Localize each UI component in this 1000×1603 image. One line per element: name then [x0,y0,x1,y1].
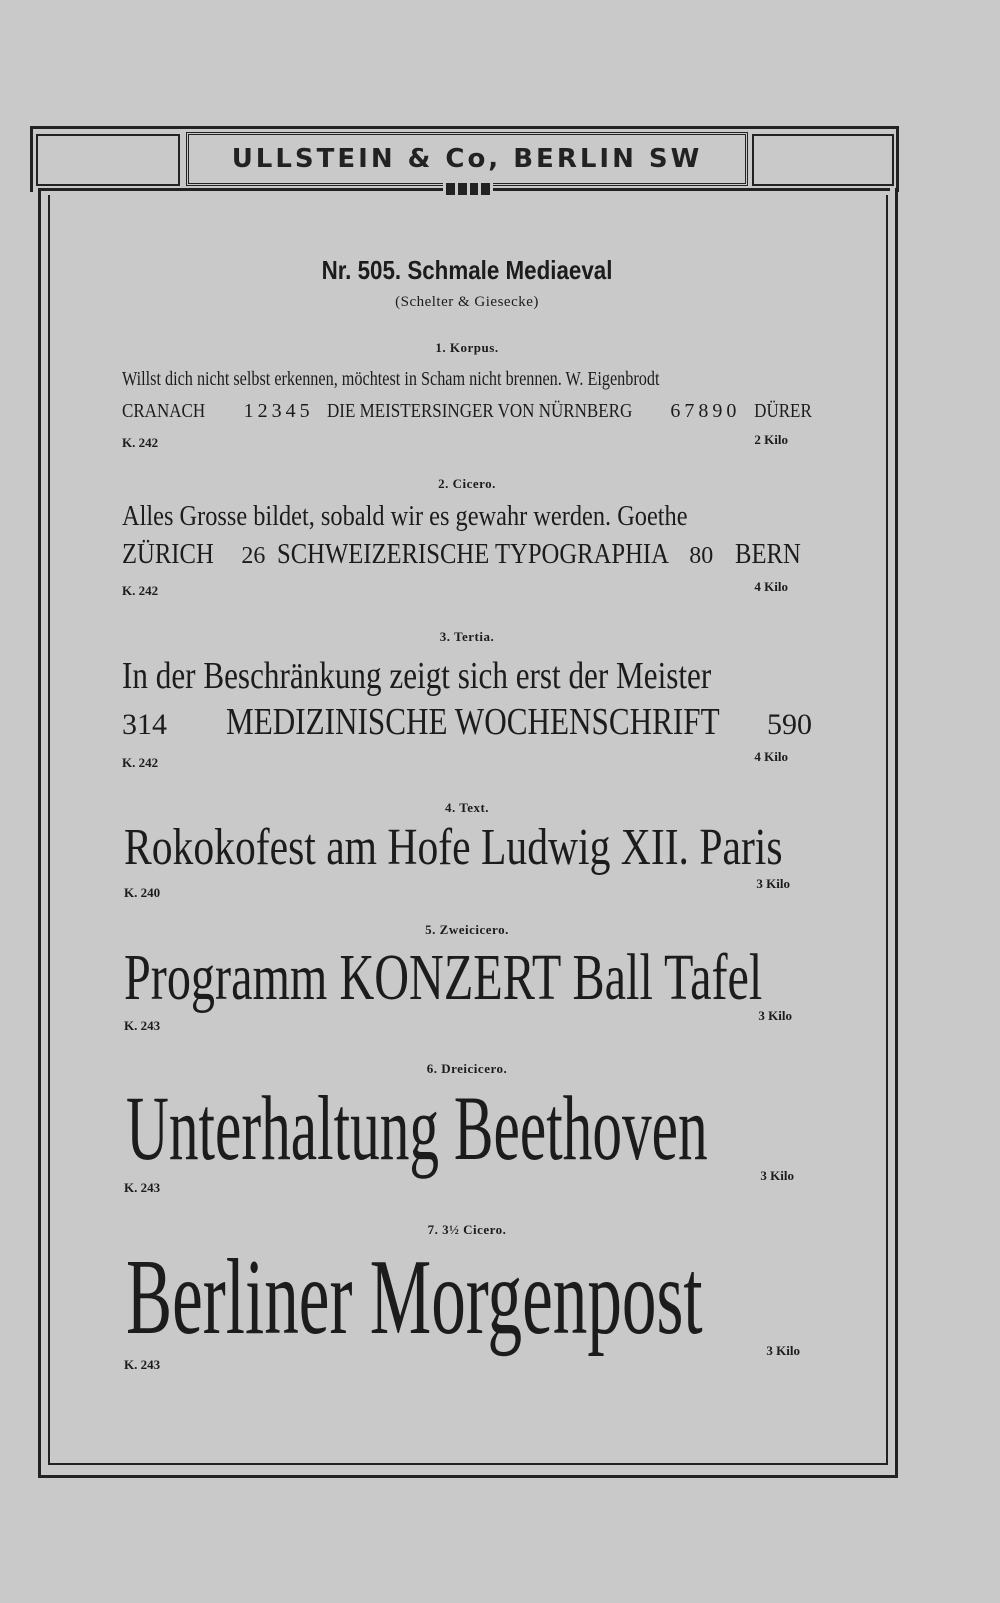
specimen-text: Programm KONZERT Ball Tafel [124,941,763,1014]
specimen-word: SCHWEIZERISCHE TYPOGRAPHIA [276,538,669,570]
specimen-word: DIE MEISTERSINGER VON NÜRNBERG [327,400,633,422]
header-cell-left [36,134,180,186]
size-label-7: 7. 3½ Cicero. [427,1222,507,1237]
specimen-digits: 12345 [243,400,314,422]
header-cell-right [752,134,894,186]
size-label-5: 5. Zweicicero. [425,922,509,937]
type-weight: 3 Kilo [756,876,790,891]
size-label-4: 4. Text. [444,800,490,815]
size-label-6: 6. Dreicicero. [426,1061,508,1076]
specimen-word: DÜRER [754,400,812,422]
specimen-digits: 26 [241,543,266,569]
type-weight: 3 Kilo [760,1168,794,1183]
specimen-digits: 67890 [670,400,741,422]
type-code: K. 242 [122,583,159,598]
specimen-text: In der Beschränkung zeigt sich erst der Meister [122,655,712,697]
page-title: Nr. 505. Schmale Mediaeval [321,255,613,285]
type-code: K. 243 [124,1018,161,1033]
size-label-1: 1. Korpus. [435,340,499,355]
specimen-text: Willst dich nicht selbst erkennen, möchtest in Scham nicht brennen. W. Eigenbrodt [122,368,660,390]
type-weight: 4 Kilo [754,749,788,764]
specimen-word: BERN [734,538,801,570]
type-code: K. 243 [124,1357,161,1372]
specimen-digits: 314 [122,708,167,741]
type-code: K. 242 [122,755,159,770]
specimen-line-1a [122,368,812,391]
specimen-line-5 [124,940,814,1016]
specimen-word: ZÜRICH [122,538,214,570]
type-code: K. 242 [122,435,159,450]
type-code: K. 240 [124,885,161,900]
specimen-line-6 [126,1075,816,1181]
specimen-digits: 590 [767,708,812,741]
specimen-text: Alles Grosse bildet, sobald wir es gewahr werden. Goethe [122,500,688,532]
type-weight: 4 Kilo [754,579,788,594]
type-weight: 2 Kilo [754,432,788,447]
page-subtitle: (Schelter & Giesecke) [395,294,539,310]
specimen-line-2a [122,500,812,533]
company-name: ULLSTEIN & Co, BERLIN SW [231,144,703,174]
type-code: K. 243 [124,1180,161,1195]
type-weight: 3 Kilo [766,1343,800,1358]
specimen-word: CRANACH [122,400,206,422]
header-title-box [186,132,748,186]
specimen-line-4 [124,818,814,877]
specimen-line-3a [122,654,812,698]
specimen-digits: 80 [689,543,714,569]
size-label-2: 2. Cicero. [438,476,496,491]
specimen-text: Berliner Morgenpost [126,1238,703,1357]
specimen-line-1b [122,400,812,423]
specimen-line-2b [122,538,812,571]
specimen-text: Rokokofest am Hofe Ludwig XII. Paris [124,819,783,876]
specimen-word: MEDIZINISCHE WOCHENSCHRIFT [225,701,720,743]
specimen-line-3b [122,700,812,744]
type-weight: 3 Kilo [758,1008,792,1023]
specimen-line-7 [126,1236,816,1360]
specimen-text: Unterhaltung Beethoven [126,1077,708,1179]
size-label-3: 3. Tertia. [439,629,495,644]
